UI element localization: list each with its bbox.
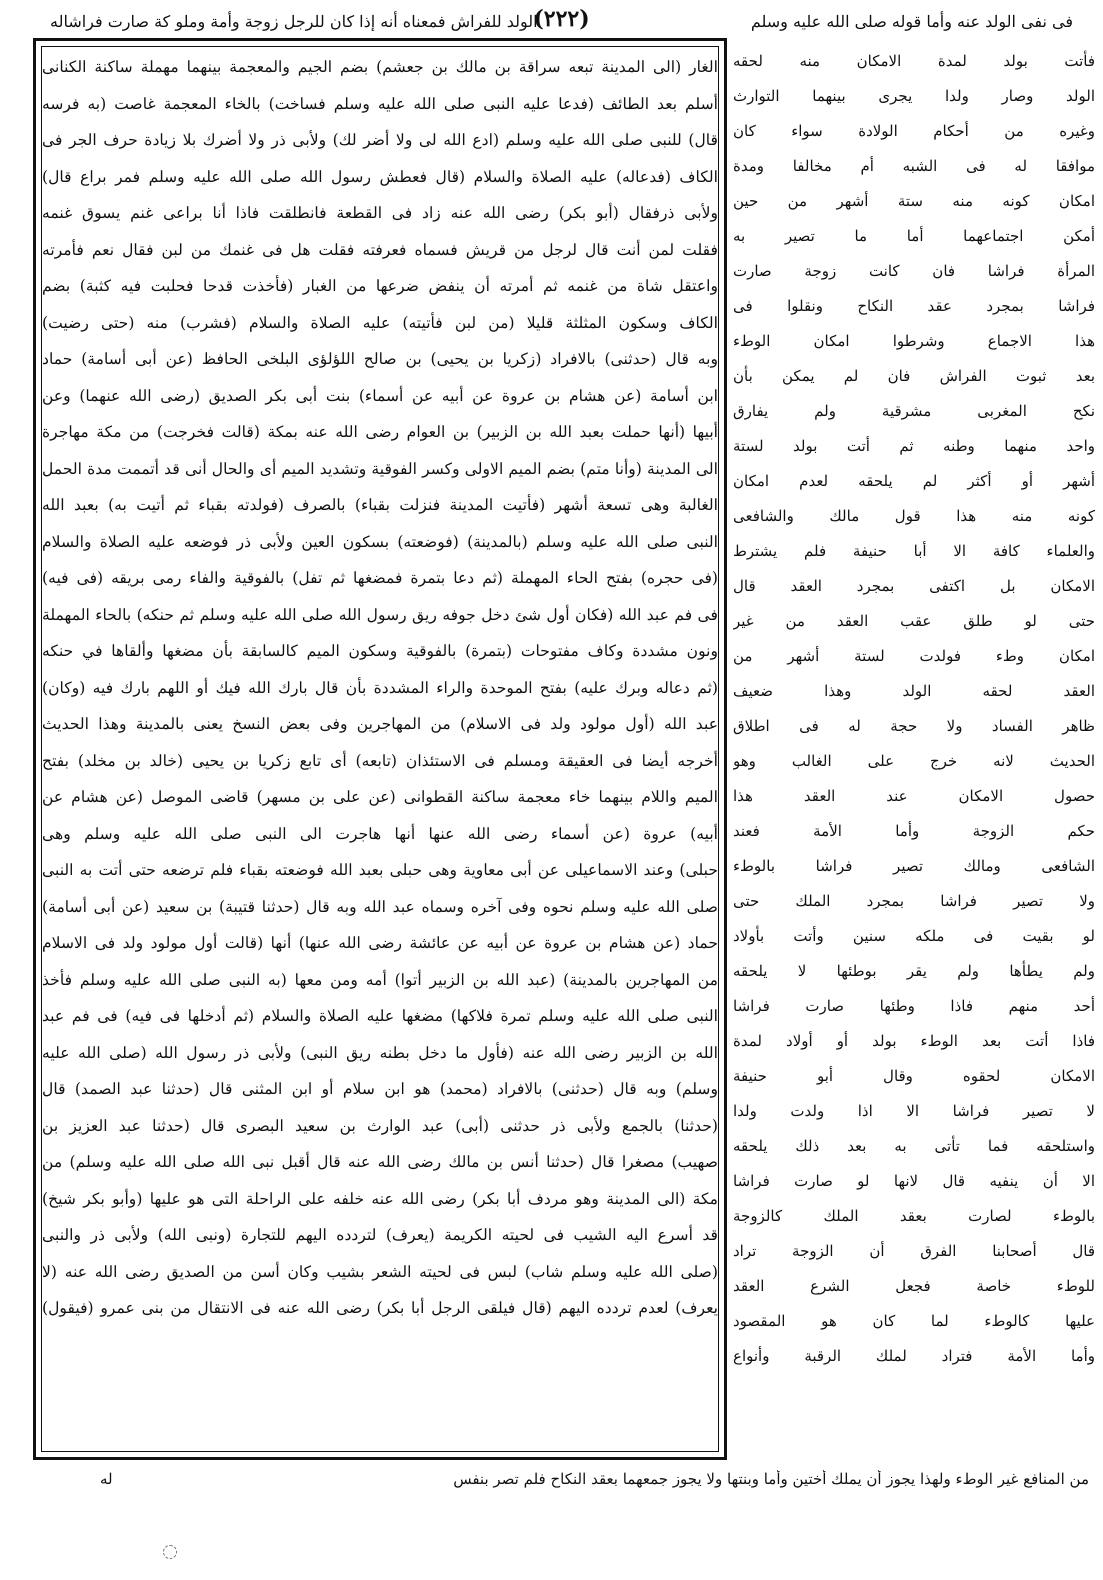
main-text-line: الغالبة وهى تسعة أشهر (فأتيت المدينة فنزلت بقباء) بالصرف (فولدته بقباء ثم أتيت به) بعبد الله [42, 496, 718, 514]
margin-text-line: ولا تصير فراشا بمجرد الملك حتى [733, 892, 1095, 910]
main-text-line: حماد (عن هشام بن عروة عن أبيه عن عائشة رضى الله عنها) أنها (قالت أول مولود ولد فى الاسلام [42, 934, 718, 952]
margin-text-line: حتى لو طلق عقب العقد من غير [733, 612, 1095, 630]
main-text-line: أسلم بعد الطائف (فدعا عليه النبى صلى الله عليه وسلم فساخت) بالخاء المعجمة غاصت (به فرسه [42, 94, 718, 113]
main-text-line: النبى صلى الله عليه وسلم تمرة فلاكها) مضغها عليه الصلاة والسلام (ثم أدخلها فى فيه) فى فم عبد [42, 1007, 718, 1025]
main-text-line: فى فم عبد الله (فكان أول شئ دخل جوفه ريق رسول الله صلى الله عليه وسلم ثم حنكه) بالحاء المهملة [42, 605, 718, 624]
margin-text-line: وأما الأمة فتراد لملك الرقبة وأنواع [733, 1347, 1095, 1365]
main-text-line: ونون مشددة وكاف مفتوحات (بتمرة) بالفوقية وسكون الميم كالسابقة بأن مضغها وألقاها في حنكه [42, 642, 718, 660]
main-text-line: (صلى الله عليه وسلم شاب) لبس فى لحيته الشعر بشيب وكان أسن من الصديق رضى الله عنه (لا [42, 1262, 718, 1281]
margin-text-line: أحد منهم فاذا وطئها صارت فراشا [733, 997, 1095, 1015]
page-number: (٢٢٢) [533, 6, 590, 32]
margin-text-line: فاذا أتت بعد الوطء بولد أو أولاد لمدة [733, 1032, 1095, 1050]
margin-text-line: نكح المغربى مشرقية ولم يفارق [733, 402, 1095, 420]
margin-text-line: فراشا بمجرد عقد النكاح ونقلوا فى [733, 297, 1095, 315]
margin-text-line: بالوطء لصارت بعقد الملك كالزوجة [733, 1207, 1095, 1225]
main-text-line: حبلى) وعند الاسماعيلى عن أبى معاوية وهى حبلى بعبد الله فوضعته بقباء فلم ترضعه حتى أتت به النبى [42, 861, 718, 879]
catchword: له [100, 1470, 113, 1488]
main-text-line: أبيه) عروة (عن أسماء رضى الله عنها أنها هاجرت الى النبى صلى الله عليه وسلم وهى [42, 824, 718, 843]
margin-text-line: ولم يطأها ولم يقر بوطئها لا يلحقه [733, 962, 1095, 980]
margin-text-line: واستلحقه فما تأتى به بعد ذلك يلحقه [733, 1137, 1095, 1155]
main-text-line: (ثم دعاله وبرك عليه) بفتح الموحدة والراء المشددة بأن قال بارك الله فيك أو اللهم بارك فيه (وكان) [42, 678, 718, 697]
margin-text-line: الشافعى ومالك تصير فراشا بالوطء [733, 857, 1095, 875]
footer-line: من المنافع غير الوطء ولهذا يجوز أن يملك أختين وأما وبنتها ولا يجوز جمعهما بعقد النكاح فلم تصر بنفس [453, 1470, 1089, 1488]
margin-text-line: امكان وطء فولدت لستة أشهر من [733, 647, 1095, 665]
margin-text-line: الحديث لانه خرج على الغالب وهو [733, 752, 1095, 770]
main-text-block [42, 49, 718, 1449]
main-text-line: صهيب) مصغرا قال (حدثنا أنس بن مالك رضى الله عنه قال أقبل نبى الله صلى الله عليه وسلم) من [42, 1153, 718, 1171]
main-text-line: صلى الله عليه وسلم نحوه وفى آخره وسماه عبد الله وبه قال (حدثنا قتيبة) بن سعيد (عن أبى أسامة) [42, 897, 718, 916]
main-text-line: (حدثنا) بالجمع ولأبى ذر حدثنى (أبى) عبد الوارث بن سعيد البصرى قال (حدثنا عبد العزيز بن [42, 1116, 718, 1135]
main-text-line: (فى حجره) بفتح الحاء المهملة (ثم دعا بتمرة فمضغها ثم تفل) بالفوقية والفاء رمى بريقه (فى فيه) [42, 569, 718, 587]
scan-artifact-mark [163, 1545, 177, 1559]
main-text-line: الميم واللام بينهما خاء معجمة ساكنة القطوانى (عن على بن مسهر) قاضى الموصل (عن هشام عن [42, 788, 718, 806]
margin-text-line: فأتت بولد لمدة الامكان منه لحقه [733, 52, 1095, 70]
main-text-line: الكاف وسكون المثلثة قليلا (من لبن فأتيته) عليه الصلاة والسلام (فشرب) منه (حتى رضيت) [42, 313, 718, 332]
main-text-line: وسلم) وبه قال (حدثنى) بالافراد (محمد) هو ابن سلام أو ابن المثنى قال (حدثنا عبد الصمد) قال [42, 1080, 718, 1098]
margin-text-line: بعد ثبوت الفراش فان لم يمكن بأن [733, 367, 1095, 385]
main-text-line: الكاف (فدعاله) عليه الصلاة والسلام (قال فعطش رسول الله صلى الله عليه وسلم فمر براع قال) [42, 167, 718, 186]
margin-text-line: والعلماء كافة الا أبا حنيفة فلم يشترط [733, 542, 1095, 560]
margin-text-line: لو بقيت فى ملكه سنين وأتت بأولاد [733, 927, 1095, 945]
margin-text-line: امكان كونه منه ستة أشهر من حين [733, 192, 1095, 210]
margin-text-line: الولد وصار ولدا يجرى بينهما التوارث [733, 87, 1095, 105]
margin-text-line: حصول الامكان عند العقد هذا [733, 787, 1095, 805]
margin-text-line: الامكان بل اكتفى بمجرد العقد قال [733, 577, 1095, 595]
main-text-line: قال) للنبى صلى الله عليه وسلم (ادع الله لى ولا أضر لك) ولأبى ذر ولا أضرك بلا زيادة حرف الجر فى [42, 131, 718, 149]
page-footer [60, 1470, 1089, 1500]
margin-text-line: الا أن ينفيه قال لانها لو صارت فراشا [733, 1172, 1095, 1190]
margin-commentary [733, 44, 1095, 1454]
main-text-line: ولأبى ذرفقال (أبو بكر) رضى الله عنه زاد فى القطعة فانطلقت فاذا أنا براعى غنم يسوق غنمه [42, 204, 718, 222]
margin-text-line: كونه منه هذا قول مالك والشافعى [733, 507, 1095, 525]
main-text-line: عبد الله (أول مولود ولد فى الاسلام) من المهاجرين وفى بعض النسخ يعنى بالمدينة وهذا الحديث [42, 715, 718, 733]
margin-text-line: العقد لحقه الولد وهذا ضعيف [733, 682, 1095, 700]
main-text-line: الله بن الزبير رضى الله عنه (فأول ما دخل بطنه ريق النبى) ولأبى ذر رسول الله (صلى الله عليه [42, 1043, 718, 1062]
margin-text-line: موافقا له فى الشبه أم مخالفا ومدة [733, 157, 1095, 175]
margin-text-line: قال أصحابنا الفرق أن الزوجة تراد [733, 1242, 1095, 1260]
margin-text-line: أمكن اجتماعهما أما ما تصير به [733, 227, 1095, 245]
margin-text-line: ظاهر الفساد ولا حجة له فى اطلاق [733, 717, 1095, 735]
main-text-frame [33, 38, 727, 1460]
margin-text-line: الامكان لحقوه وقال أبو حنيفة [733, 1067, 1095, 1085]
main-text-line: أبيها (أنها حملت بعبد الله بن الزبير) بن العوام رضى الله عنه بمكة (قالت فخرجت) من مكة مهاجرة [42, 423, 718, 441]
margin-text-line: لا تصير فراشا الا اذا ولدت ولدا [733, 1102, 1095, 1120]
running-title-right: فى نفى الولد عنه وأما قوله صلى الله عليه وسلم [750, 12, 1073, 31]
main-text-line: الى المدينة (وأنا متم) بضم الميم الاولى وكسر الفوقية وتشديد الميم أى والحال أنى قد أتممت مدة الحمل [42, 459, 718, 478]
main-text-line: ابن أسامة (عن هشام بن عروة عن أبيه عن أسماء) بنت أبى بكر الصديق (رضى الله عنهما) وعن [42, 386, 718, 405]
page-header [50, 6, 1073, 36]
main-text-line: النبى صلى الله عليه وسلم (بالمدينة) (فوضعته) بسكون العين ولأبى ذر فوضعه عليه الصلاة والسلام [42, 532, 718, 551]
margin-text-line: واحد منهما وطنه ثم أتت بولد لستة [733, 437, 1095, 455]
main-text-line: الغار (الى المدينة تبعه سراقة بن مالك بن جعشم) بضم الجيم والمعجمة بينهما مهملة ساكنة الكنانى [42, 58, 718, 76]
margin-text-line: هذا الاجماع وشرطوا امكان الوطء [733, 332, 1095, 350]
main-text-line: فقلت لمن أنت قال لرجل من قريش فسماه فعرفته فقلت هل فى غنمك من لبن فقال نعم فأمرته [42, 240, 718, 259]
margin-text-line: للوطء خاصة فجعل الشرع العقد [733, 1277, 1095, 1295]
main-text-line: قد أسرع اليه الشيب فى لحيته الكريمة (يعرف) لتردده اليهم للتجارة (ونبى الله) ولأبى ذر والنبى [42, 1226, 718, 1244]
main-text-line: وبه قال (حدثنى) بالافراد (زكريا بن يحيى) بن صالح اللؤلؤى البلخى الحافظ (عن أبى أسامة) حماد [42, 350, 718, 368]
main-text-line: أخرجه أيضا فى العقيقة ومسلم فى الاستئذان (تابعه) أى تابع زكريا بن يحيى (خالد بن مخلد) بفتح [42, 751, 718, 770]
margin-text-line: أشهر أو أكثر لم يلحقه لعدم امكان [733, 472, 1095, 490]
main-text-line: مكة (الى المدينة وهو مردف أبا بكر) رضى الله عنه خلفه على الراحلة التى هو عليها (وأبو بكر شيخ) [42, 1189, 718, 1208]
margin-text-line: عليها كالوطء لما كان هو المقصود [733, 1312, 1095, 1330]
running-title-left: الولد للفراش فمعناه أنه إذا كان للرجل زوجة وأمة وملو كة صارت فراشاله [50, 12, 538, 31]
margin-text-line: وغيره من أحكام الولادة سواء كان [733, 122, 1095, 140]
main-text-line: يعرف) لعدم تردده اليهم (قال فيلقى الرجل أبا بكر) رضى الله عنه فى الانتقال من بنى عمرو (فيقول) [42, 1299, 718, 1317]
margin-text-line: حكم الزوجة وأما الأمة فعند [733, 822, 1095, 840]
main-text-line: من المهاجرين بالمدينة) (عبد الله بن الزبير أتوا) أمه ومن معها (به النبى صلى الله عليه وسلم فأخذ [42, 970, 718, 989]
margin-text-line: المرأة فراشا فان كانت زوجة صارت [733, 262, 1095, 280]
main-text-line: واعتقل شاة من غنمه ثم أمرته أن ينفض ضرعها من الغبار (فأخذت قدحا فحلبت فيه كثبة) بضم [42, 277, 718, 295]
